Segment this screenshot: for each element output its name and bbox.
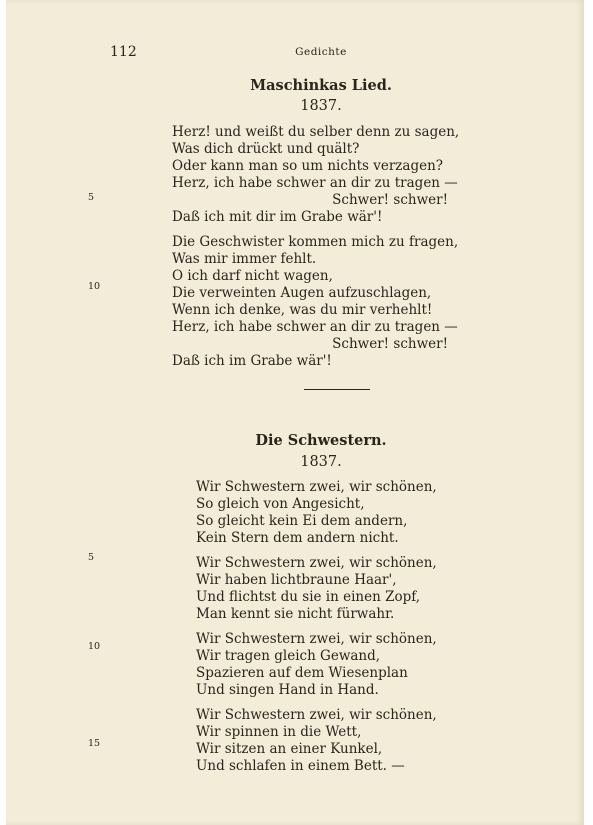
poem-title: Die Schwestern. (255, 432, 387, 449)
poem-line: Herz, ich habe schwer an dir zu tragen — (172, 319, 458, 335)
poem-year: 1837. (300, 454, 342, 470)
poem-line: Wenn ich denke, was du mir verhehlt! (172, 302, 433, 318)
poem-line: Und schlafen in einem Bett. — (196, 758, 405, 774)
line-number: 5 (88, 192, 95, 203)
book-page (6, 0, 584, 825)
running-head: Gedichte (295, 46, 347, 58)
poem-line: Wir Schwestern zwei, wir schönen, (196, 479, 437, 495)
line-number: 5 (88, 552, 95, 563)
poem-line: So gleicht kein Ei dem andern, (196, 513, 408, 529)
poem-line: Die Geschwister kommen mich zu fragen, (172, 234, 459, 250)
poem-line: Wir Schwestern zwei, wir schönen, (196, 631, 437, 647)
poem-line: Die verweinten Augen aufzuschlagen, (172, 285, 432, 301)
poem-line: Spazieren auf dem Wiesenplan (196, 665, 408, 681)
poem-line: Wir sitzen an einer Kunkel, (196, 741, 383, 757)
page-number: 112 (110, 44, 137, 60)
poem-line: Wir Schwestern zwei, wir schönen, (196, 555, 437, 571)
poem-line: Herz! und weißt du selber denn zu sagen, (172, 124, 460, 140)
poem-line: Kein Stern dem andern nicht. (196, 530, 399, 546)
poem-line: Herz, ich habe schwer an dir zu tragen — (172, 175, 458, 191)
poem-line: O ich darf nicht wagen, (172, 268, 333, 284)
poem-line: So gleich von Angesicht, (196, 496, 365, 512)
poem-line: Und flichtst du sie in einen Zopf, (196, 589, 421, 605)
poem-line: Und singen Hand in Hand. (196, 682, 379, 698)
poem-line: Daß ich mit dir im Grabe wär'! (172, 209, 383, 225)
poem-line: Schwer! schwer! (332, 192, 448, 208)
line-number: 10 (88, 281, 101, 292)
poem-line: Wir spinnen in die Wett, (196, 724, 362, 740)
poem-line: Daß ich im Grabe wär'! (172, 353, 332, 369)
poem-title: Maschinkas Lied. (250, 77, 392, 94)
section-divider (304, 389, 370, 390)
poem-line: Was mir immer fehlt. (172, 251, 317, 267)
poem-line: Oder kann man so um nichts verzagen? (172, 158, 444, 174)
poem-line: Wir haben lichtbraune Haar', (196, 572, 397, 588)
poem-line: Was dich drückt und quält? (172, 141, 360, 157)
poem-line: Man kennt sie nicht fürwahr. (196, 606, 395, 622)
poem-line: Schwer! schwer! (332, 336, 448, 352)
line-number: 15 (88, 738, 101, 749)
poem-year: 1837. (300, 98, 342, 114)
line-number: 10 (88, 641, 101, 652)
poem-line: Wir Schwestern zwei, wir schönen, (196, 707, 437, 723)
poem-line: Wir tragen gleich Gewand, (196, 648, 381, 664)
